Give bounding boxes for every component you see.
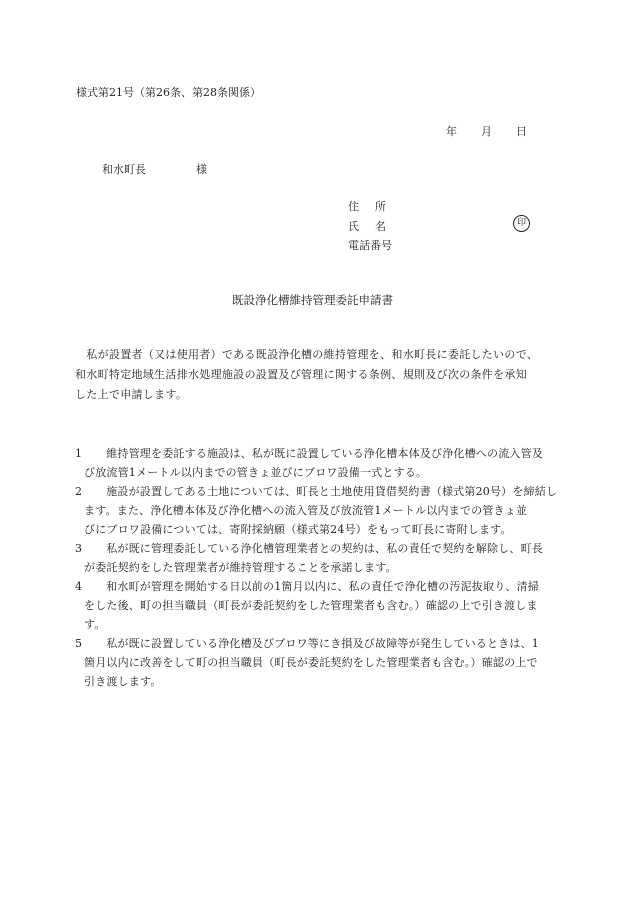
- intro-line: 和水町特定地域生活排水処理施設の設置及び管理に関する条例、規則及び次の条件を承知: [75, 368, 527, 381]
- name-label: 氏名: [348, 220, 402, 233]
- condition-item-3: [75, 540, 543, 556]
- condition-number: 5: [75, 637, 83, 650]
- condition-item-5: [75, 635, 539, 651]
- condition-text: び放流管1メートル以内までの管きょ並びにブロワ設備一式とする。: [84, 466, 428, 479]
- condition-item-2: [75, 483, 557, 499]
- addressee-honorific: 様: [196, 163, 207, 176]
- condition-text: びにブロワ設備については、寄附採納願（様式第24号）をもって町長に寄附します。: [84, 523, 512, 536]
- seal-mark-icon: 印: [513, 215, 530, 232]
- condition-text: 私が既に設置している浄化槽及びブロワ等にき損及び故障等が発生しているときは、1: [95, 637, 539, 650]
- intro-line: した上で申請します。: [75, 388, 188, 401]
- condition-text: をした後、町の担当職員（町長が委託契約をした管理業者も含む。）確認の上で引き渡しま: [84, 599, 538, 612]
- date-month-label: 月: [481, 125, 492, 138]
- document-title: 既設浄化槽維持管理委託申請書: [232, 293, 393, 307]
- condition-text: 箇月以内に改善をして町の担当職員（町長が委託契約をした管理業者も含む。）確認の上で: [84, 656, 538, 669]
- condition-number: 3: [75, 542, 83, 555]
- condition-text: 維持管理を委託する施設は、私が既に設置している浄化槽本体及び浄化槽への流入管及: [95, 447, 543, 460]
- condition-text: ます。また、浄化槽本体及び浄化槽への流入管及び放流管1メートル以内までの管きょ並: [84, 504, 528, 517]
- condition-text: す。: [84, 618, 106, 631]
- condition-number: 4: [75, 580, 83, 593]
- condition-text: 私が既に管理委託している浄化槽管理業者との契約は、私の責任で契約を解除し、町長: [95, 542, 543, 555]
- condition-item-4: [75, 578, 539, 594]
- phone-label: 電話番号: [348, 239, 392, 252]
- addressee-name: 和水町長: [102, 163, 146, 176]
- address-label: 住所: [348, 200, 402, 213]
- condition-item-1: [75, 445, 543, 461]
- condition-number: 1: [75, 447, 83, 460]
- condition-text: 施設が設置してある土地については、町長と土地使用貸借契約書（様式第20号）を締結し: [95, 485, 558, 498]
- condition-text: 引き渡します。: [84, 675, 162, 688]
- date-day-label: 日: [516, 125, 527, 138]
- date-year-label: 年: [446, 125, 457, 138]
- condition-number: 2: [75, 485, 83, 498]
- condition-text: 和水町が管理を開始する日以前の1箇月以内に、私の責任で浄化槽の汚泥抜取り、清掃: [95, 580, 539, 593]
- form-number: 様式第21号（第26条、第28条関係）: [76, 86, 261, 99]
- intro-line: 私が設置者（又は使用者）である既設浄化槽の維持管理を、和水町長に委託したいので、: [75, 348, 539, 361]
- condition-text: が委託契約をした管理業者が維持管理することを承諾します。: [84, 561, 397, 574]
